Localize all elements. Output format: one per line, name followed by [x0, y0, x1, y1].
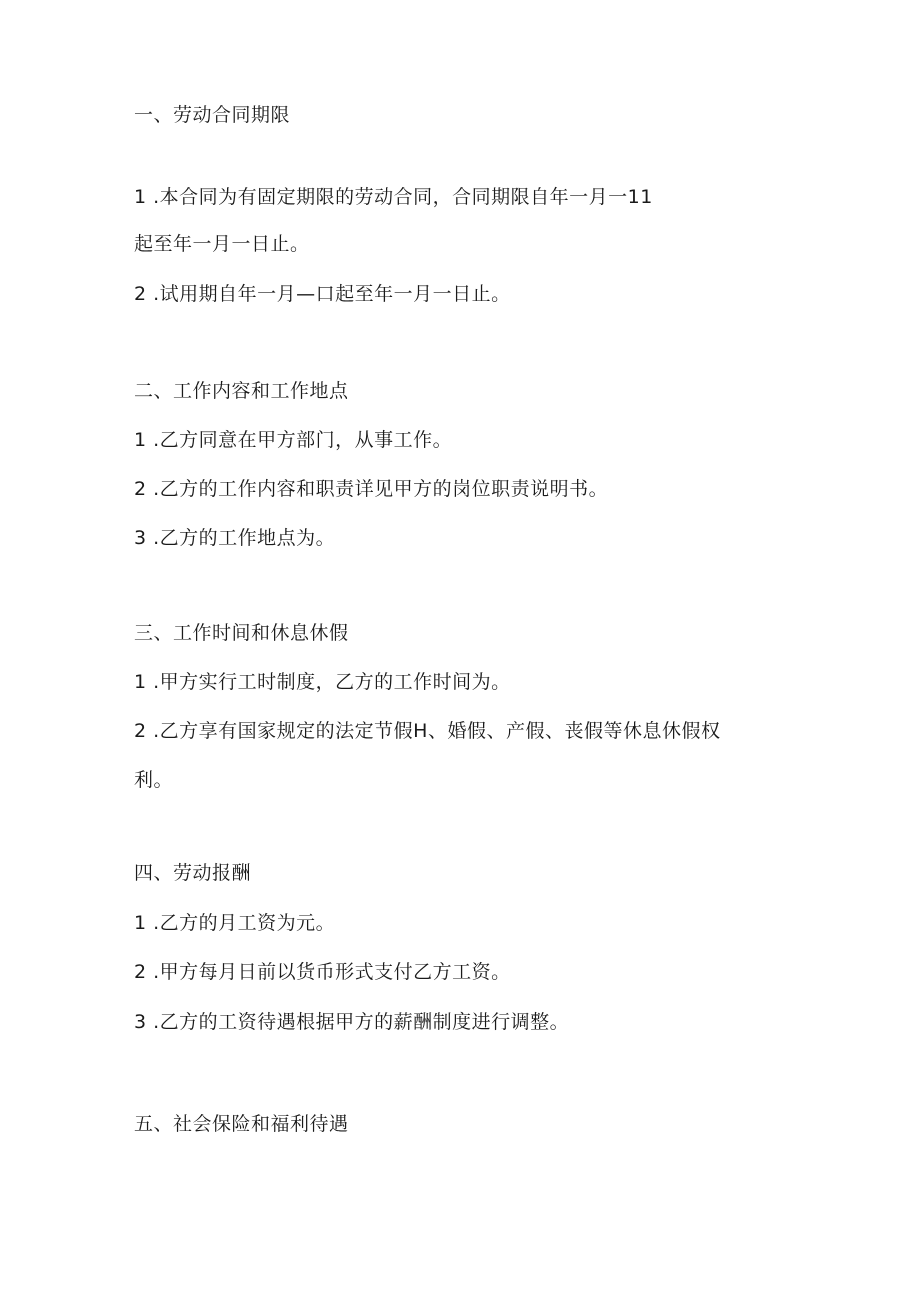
- clause-1-2: 2 .试用期自年一月—口起至年一月一日止。: [134, 283, 511, 305]
- section-heading-4: 四、劳动报酬: [134, 862, 252, 884]
- clause-3-2: 2 .乙方享有国家规定的法定节假H、婚假、产假、丧假等休息休假权: [134, 720, 721, 742]
- clause-4-1: 1 .乙方的月工资为元。: [134, 912, 336, 934]
- section-heading-1: 一、劳动合同期限: [134, 104, 291, 126]
- clause-1-1: 1 .本合同为有固定期限的劳动合同，合同期限自年一月一11: [134, 186, 653, 208]
- clause-1-1-continued: 起至年一月一日止。: [134, 233, 310, 255]
- clause-4-2: 2 .甲方每月日前以货币形式支付乙方工资。: [134, 961, 511, 983]
- clause-2-1: 1 .乙方同意在甲方部门，从事工作。: [134, 429, 453, 451]
- clause-2-2: 2 .乙方的工作内容和职责详见甲方的岗位职责说明书。: [134, 478, 609, 500]
- clause-3-1: 1 .甲方实行工时制度，乙方的工作时间为。: [134, 671, 511, 693]
- clause-2-3: 3 .乙方的工作地点为。: [134, 527, 336, 549]
- section-heading-2: 二、工作内容和工作地点: [134, 380, 349, 402]
- clause-4-3: 3 .乙方的工资待遇根据甲方的薪酬制度进行调整。: [134, 1011, 570, 1033]
- section-heading-5: 五、社会保险和福利待遇: [134, 1113, 349, 1135]
- section-heading-3: 三、工作时间和休息休假: [134, 622, 349, 644]
- clause-3-2-continued: 利。: [134, 769, 174, 791]
